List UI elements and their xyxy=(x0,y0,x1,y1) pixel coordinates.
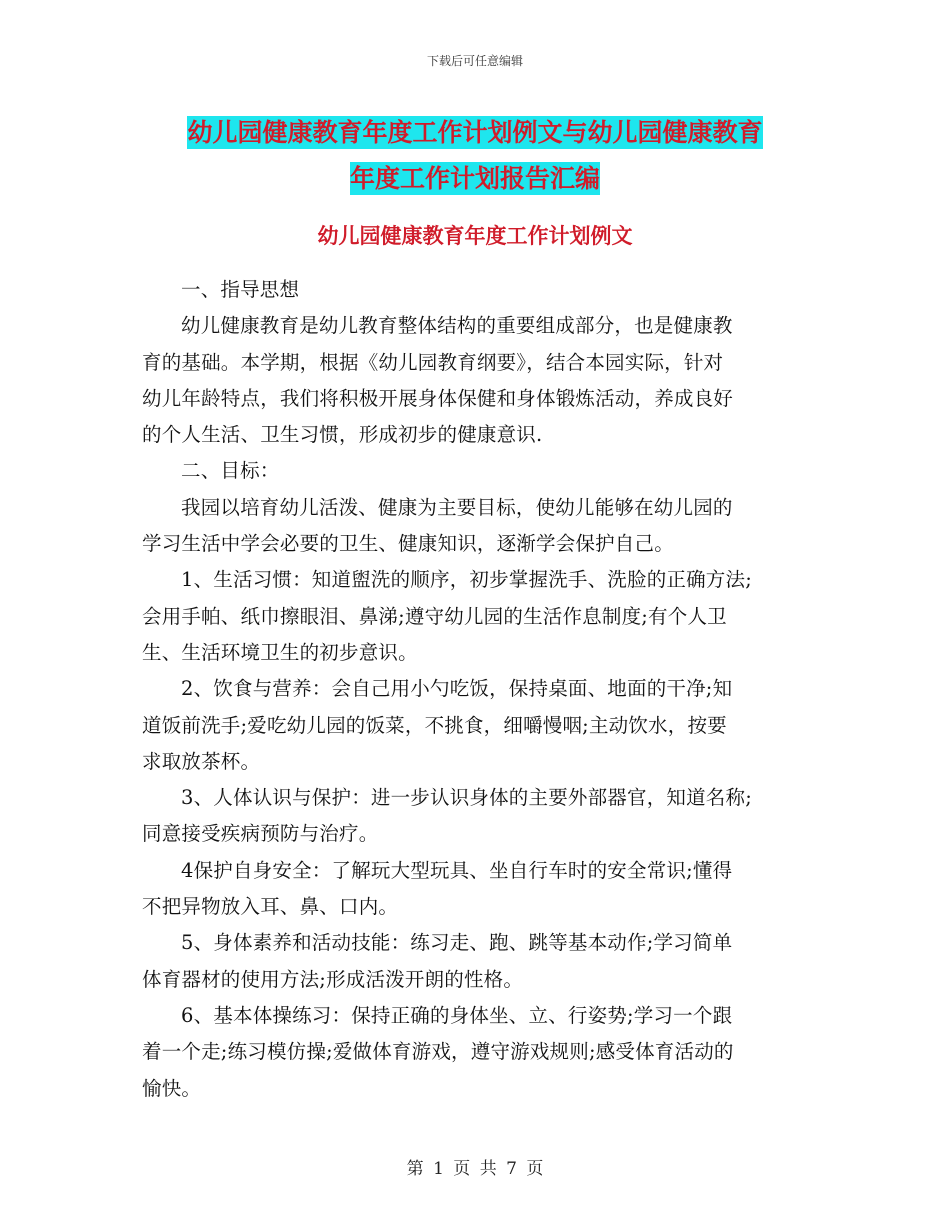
page-footer: 第 1 页 共 7 页 xyxy=(406,1159,544,1179)
paragraph-goals-heading: 二、目标： xyxy=(181,459,280,483)
paragraph-item-3: 3、人体认识与保护：进一步认识身体的主要外部器官，知道名称; 同意接受疾病预防与治疗。 xyxy=(142,786,752,846)
paragraph-item-5: 5、身体素养和活动技能：练习走、跑、跳等基本动作;学习简单 体育器材的使用方法;形成活泼开朗的性格。 xyxy=(142,931,733,991)
paragraph-item-4: 4保护自身安全：了解玩大型玩具、坐自行车时的安全常识;懂得 不把异物放入耳、鼻、口内。 xyxy=(142,858,733,919)
paragraph-guiding-text: 幼儿健康教育是幼儿教育整体结构的重要组成部分，也是健康教 育的基础。本学期，根据《幼儿园教育纲要》，结合本园实际，针对 幼儿年龄特点，我们将积极开展身体保健和身体锻炼活动，养成良好 的个人生活、卫生习惯，形成初步的健康意识. xyxy=(142,314,734,447)
document-title xyxy=(130,110,820,202)
paragraph-item-2: 2、饮食与营养：会自己用小勺吃饭，保持桌面、地面的干净;知 道饭前洗手;爱吃幼儿园的饭菜，不挑食，细嚼慢咽;主动饮水，按要 求取放茶杯。 xyxy=(142,677,733,773)
paragraph-goals-text: 我园以培育幼儿活泼、健康为主要目标，使幼儿能够在幼儿园的 学习生活中学会必要的卫生、健康知识，逐渐学会保护自己。 xyxy=(142,495,733,556)
paragraph-guiding-heading: 一、指导思想 xyxy=(181,278,300,301)
document-title-line2: 年度工作计划报告汇编 xyxy=(349,164,600,193)
document-body xyxy=(142,272,812,1107)
section-title: 幼儿园健康教育年度工作计划例文 xyxy=(317,223,633,248)
paragraph-item-6: 6、基本体操练习：保持正确的身体坐、立、行姿势;学习一个跟 着一个走;练习模仿操;爱做体育游戏，遵守游戏规则;感受体育活动的 愉快。 xyxy=(142,1003,734,1100)
document-title-line1: 幼儿园健康教育年度工作计划例文与幼儿园健康教育 xyxy=(187,118,763,147)
page-header-note: 下载后可任意编辑 xyxy=(426,54,523,68)
paragraph-item-1: 1、生活习惯：知道盥洗的顺序，初步掌握洗手、洗脸的正确方法; 会用手帕、纸巾擦眼泪、鼻涕;遵守幼儿园的生活作息制度;有个人卫 生、生活环境卫生的初步意识。 xyxy=(142,568,752,664)
